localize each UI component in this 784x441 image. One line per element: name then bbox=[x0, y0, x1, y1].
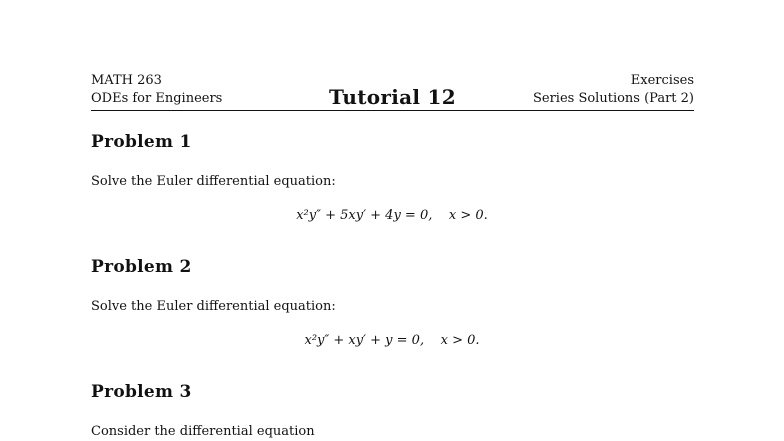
problem-2-equation: x²y″ + xy′ + y = 0, x > 0. bbox=[304, 333, 480, 348]
header-right bbox=[533, 72, 694, 108]
problem-1-text: Solve the Euler differential equation: bbox=[91, 174, 336, 189]
problem-3-text: Consider the differential equation bbox=[91, 424, 315, 439]
course-name: ODEs for Engineers bbox=[91, 91, 223, 106]
problem-3-title: Problem 3 bbox=[91, 382, 192, 402]
category-label: Exercises bbox=[630, 73, 694, 88]
topic-label: Series Solutions (Part 2) bbox=[532, 91, 694, 106]
problem-1-title: Problem 1 bbox=[91, 132, 192, 152]
problem-1-equation: x²y″ + 5xy′ + 4y = 0, x > 0. bbox=[296, 208, 488, 223]
page-header bbox=[91, 72, 694, 110]
course-code: MATH 263 bbox=[91, 73, 162, 88]
problem-2-text: Solve the Euler differential equation: bbox=[91, 299, 336, 314]
page-title: Tutorial 12 bbox=[329, 85, 456, 109]
problem-2-title: Problem 2 bbox=[91, 257, 192, 277]
header-rule bbox=[91, 110, 694, 111]
